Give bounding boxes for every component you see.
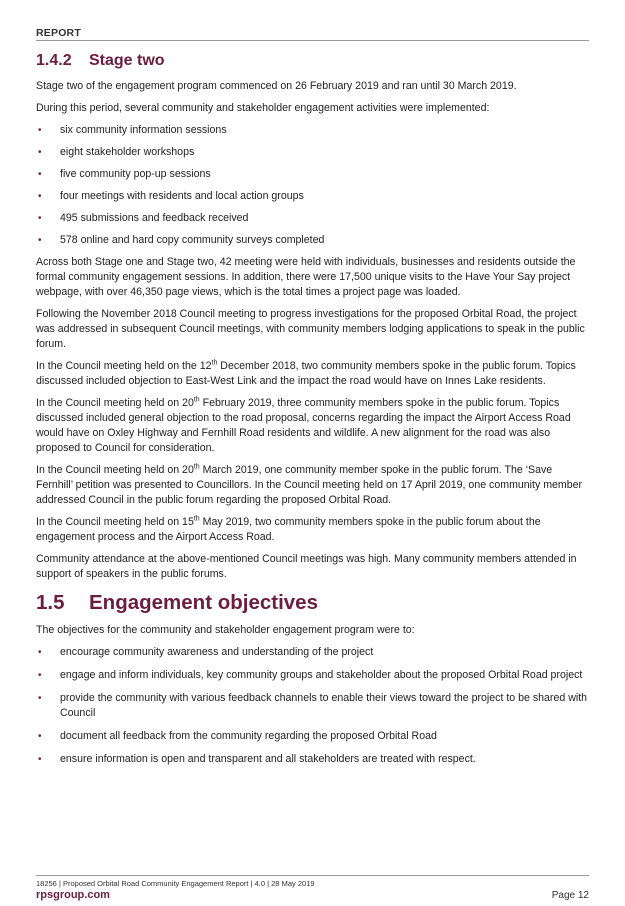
footer-divider	[36, 875, 589, 876]
bullet-icon: •	[38, 213, 42, 224]
list-item: • five community pop-up sessions	[38, 168, 211, 180]
bullet-icon: •	[38, 191, 42, 202]
list-item: • encourage community awareness and understanding of the project	[38, 646, 374, 658]
header-label: REPORT	[36, 27, 81, 39]
footer-site-link[interactable]: rpsgroup.com	[36, 889, 110, 901]
header-divider	[36, 40, 589, 41]
activities-list	[36, 123, 589, 248]
bullet-icon: •	[38, 147, 42, 158]
list-item: • eight stakeholder workshops	[38, 146, 195, 158]
paragraph-council-following: Following the November 2018 Council meeting to progress investigations for the proposed Orbital Road, the project was addressed in subsequent Council meetings, with community members lodging applications to speak in the public forum.	[36, 308, 585, 350]
paragraph-meetings-visits: Across both Stage one and Stage two, 42 meeting were held with individuals, businesses and residents outside the formal community engagement sessions. In addition, there were 17,500 unique visits to the Have Your Say project webpage, with over 46,350 page views, which is the total times a project page was loaded.	[36, 256, 576, 298]
list-item: • engage and inform individuals, key community groups and stakeholder about the proposed Orbital Road project	[38, 669, 583, 681]
bullet-icon: •	[38, 731, 42, 742]
section-1-5-heading	[36, 591, 589, 615]
paragraph-february-meeting: In the Council meeting held on 20th February 2019, three community members spoke in the public forum. Topics discussed included general objection to the road proposal, concerns regarding the impact the Airport Access Road would have on Oxley Highway and Fernhill Road residents and wildlife. A new alignment for the road was also proposed to Council for consideration.	[36, 396, 571, 454]
bullet-icon: •	[38, 235, 42, 246]
content	[36, 52, 589, 775]
section-title: Stage two	[89, 52, 165, 69]
stage-two-intro: Stage two of the engagement program commenced on 26 February 2019 and ran until 30 March 2019.	[36, 80, 517, 92]
list-item: • 578 online and hard copy community surveys completed	[38, 234, 325, 246]
section-number: 1.4.2	[36, 52, 72, 69]
page-number: Page 12	[551, 890, 589, 901]
bullet-icon: •	[38, 670, 42, 681]
bullet-icon: •	[38, 125, 42, 136]
paragraph-march-meeting: In the Council meeting held on 20th March 2019, one community member spoke in the public forum. The ‘Save Fernhill’ petition was presented to Councillors. In the Council meeting held on 17 April 2019, one community member addressed Council in the public forum regarding the proposed Orbital Road.	[36, 463, 583, 506]
list-item: • ensure information is open and transparent and all stakeholders are treated with respect.	[38, 753, 476, 765]
list-item: • provide the community with various feedback channels to enable their views toward the project to be shared with Council	[38, 692, 588, 719]
list-item: • document all feedback from the community regarding the proposed Orbital Road	[38, 730, 437, 742]
paragraph-december-meeting: In the Council meeting held on the 12th December 2018, two community members spoke in the public forum. Topics discussed included objection to East-West Link and the impact the road would have on Innes Lake residents.	[36, 359, 576, 387]
bullet-icon: •	[38, 693, 42, 704]
paragraph-attendance: Community attendance at the above-mentioned Council meetings was high. Many community members attended in support of speakers in the public forums.	[36, 553, 577, 580]
list-item: • four meetings with residents and local action groups	[38, 190, 304, 202]
objectives-list	[36, 645, 589, 767]
section-title: Engagement objectives	[89, 591, 318, 614]
paragraph-may-meeting: In the Council meeting held on 15th May 2019, two community members spoke in the public forum about the engagement process and the Airport Access Road.	[36, 515, 541, 543]
section-1-4-2-heading	[36, 52, 589, 70]
footer-doc-info: 18256 | Proposed Orbital Road Community Engagement Report | 4.0 | 28 May 2019	[36, 879, 315, 888]
bullet-icon: •	[38, 754, 42, 765]
stage-two-activities-intro: During this period, several community and stakeholder engagement activities were implemented:	[36, 102, 490, 114]
bullet-icon: •	[38, 647, 42, 658]
objectives-intro: The objectives for the community and stakeholder engagement program were to:	[36, 624, 415, 636]
bullet-icon: •	[38, 169, 42, 180]
list-item: • six community information sessions	[38, 124, 227, 136]
list-item: • 495 submissions and feedback received	[38, 212, 249, 224]
section-number: 1.5	[36, 591, 65, 614]
